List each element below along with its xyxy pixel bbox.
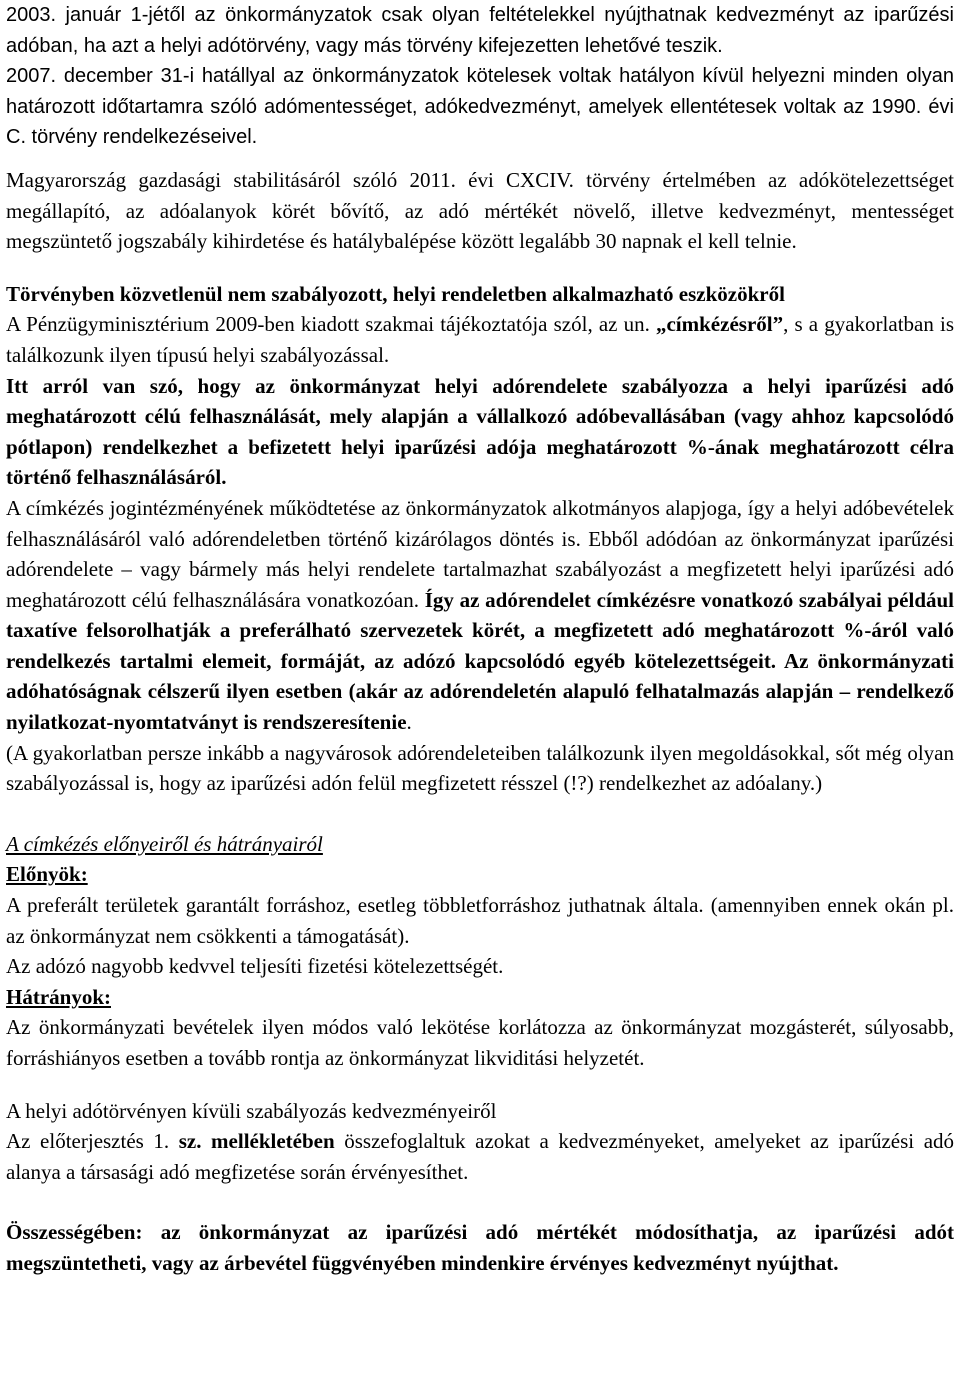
annex-space: [201, 1129, 211, 1153]
annex-text-pre: Az előterjesztés 1.: [6, 1129, 179, 1154]
pros-text-1: A preferált területek garantált forráshoz, esetleg többletforráshoz juthatnak általa. (amennyiben ennek okán pl. az önkormányzat nem csökkenti a támogatását).: [6, 893, 954, 948]
heading-pros-cons: [6, 829, 954, 860]
paragraph-2003: 2003. január 1-jétől az önkormányzatok csak olyan feltételekkel nyújthatnak kedvezményt az iparűzési adóban, ha azt a helyi adótörvény, vagy más törvény kifejezetten lehetővé teszik.: [6, 4, 954, 57]
paragraph-2007: 2007. december 31-i hatállyal az önkormányzatok kötelesek voltak hatályon kívül helyezni minden olyan határozott időtartamra szóló adómentességet, adókedvezményt, amelyek ellentétesek voltak az 1990. évi C. törvény rendelkezéseivel.: [6, 65, 954, 149]
annex-sz: sz.: [178, 1129, 202, 1154]
spacer: [6, 1187, 954, 1217]
bold-explanation-text: Itt arról van szó, hogy az önkormányzat helyi adórendelete szabályozza a helyi iparűzési adó meghatározott célú felhasználását, mely alapján a vállalkozó adóbevallásában (vagy ahhoz kapcsolódó pótlapon) rendelkezhet a befizetett helyi iparűzési adója meghatározott %-ának meghatározott célra történő felhasználásáról.: [6, 373, 954, 490]
summary-text: Összességében: az önkormányzat az iparűzési adó mértékét módosíthatja, az iparűzési adót megszüntetheti, vagy az árbevétel függvényében mindenkire érvényes kedvezményt nyújthat.: [6, 1220, 954, 1275]
cons-text: Az önkormányzati bevételek ilyen módos való lekötése korlátozza az önkormányzat mozgásterét, súlyosabb, forráshiányos esetben a tovább rontja az önkormányzat likviditási helyzetét.: [6, 1015, 954, 1070]
paragraph-labelling-rules: [6, 493, 954, 738]
cons-label-line: [6, 982, 954, 1013]
labelling-text-end: .: [406, 710, 412, 735]
heading-tools: [6, 279, 954, 310]
paragraph-ministry: [6, 309, 954, 370]
labelling-term: „címkézésről”: [655, 312, 784, 337]
annex-text-post: összefoglaltuk azokat a kedvezményeket, amelyeket az iparűzési adó alanya a társasági adó megfizetése során érvényesíthet.: [6, 1129, 955, 1184]
paragraph-stability-law: Magyarország gazdasági stabilitásáról szóló 2011. évi CXCIV. törvény értelmében az adókötelezettséget megállapító, az adóalanyok körét bővítő, az adó mértékét növelő, illetve kedvezményt, mentességet megszüntető jogszabály kihirdetése és hatálybalépése között legalább 30 napnak el kell telnie.: [6, 167, 954, 254]
labelling-text-pre: A címkézés jogintézményének működtetése az önkormányzatok alkotmányos alapjoga, így a helyi adóbevételek felhasználásáról való adórendeletben történő kizárólagos döntés is. Ebből adódóan az önkormányzat iparűzési adórendelete – vagy bármely más helyi rendelete tartalmazhat szabályozást a megfizetett helyi iparűzési adó meghatározott célú felhasználására vonatkozóan.: [6, 495, 954, 612]
spacer: [6, 1074, 954, 1096]
ministry-text-post: , s a gyakorlatban is találkozunk ilyen típusú helyi szabályozással.: [6, 312, 954, 367]
pros-label-line: [6, 859, 954, 890]
paragraph-annex: [6, 1126, 954, 1187]
spacer: [6, 153, 954, 165]
labelling-text-bold: Így az adórendelet címkézésre vonatkozó szabályai például taxatíve felsorolhatják a preferálható szervezetek körét, a megfizetett adó meghatározott %-áról való rendelkezés tartalmi elemeit, formáját, az adózó kapcsolódó egyéb kötelezettségeit. Az önkormányzati adóhatóságnak célszerű ilyen esetben (akár az adórendeletén alapuló felhatalmazás alapján – rendelkező nyilatkozat-nyomtatványt is rendszeresítenie: [6, 587, 955, 735]
heading-pros-cons-text: A címkézés előnyeiről és hátrányairól: [6, 831, 323, 856]
annex-bold: mellékletében: [211, 1129, 335, 1154]
spacer: [6, 799, 954, 829]
pros-label: Előnyök:: [6, 862, 88, 887]
spacer: [6, 257, 954, 279]
paragraph-summary: [6, 1217, 954, 1278]
pros-text-2: Az adózó nagyobb kedvvel teljesíti fizetési kötelezettségét.: [6, 954, 504, 979]
paragraph-practice: (A gyakorlatban persze inkább a nagyvárosok adórendeleteiben találkozunk ilyen megoldásokkal, sőt még olyan szabályozással is, hogy az iparűzési adón felül megfizetett résszel (!?) rendelkezhet az adóalany.): [6, 740, 954, 796]
heading-tools-text: Törvényben közvetlenül nem szabályozott, helyi rendeletben alkalmazható eszközökről: [6, 281, 785, 306]
paragraph-bold-explanation: [6, 371, 954, 493]
cons-label: Hátrányok:: [6, 984, 111, 1009]
ministry-text-pre: A Pénzügyminisztérium 2009-ben kiadott szakmai tájékoztatója szól, az un.: [6, 312, 656, 337]
heading-outside-law: A helyi adótörvényen kívüli szabályozás kedvezményeiről: [6, 1098, 497, 1123]
